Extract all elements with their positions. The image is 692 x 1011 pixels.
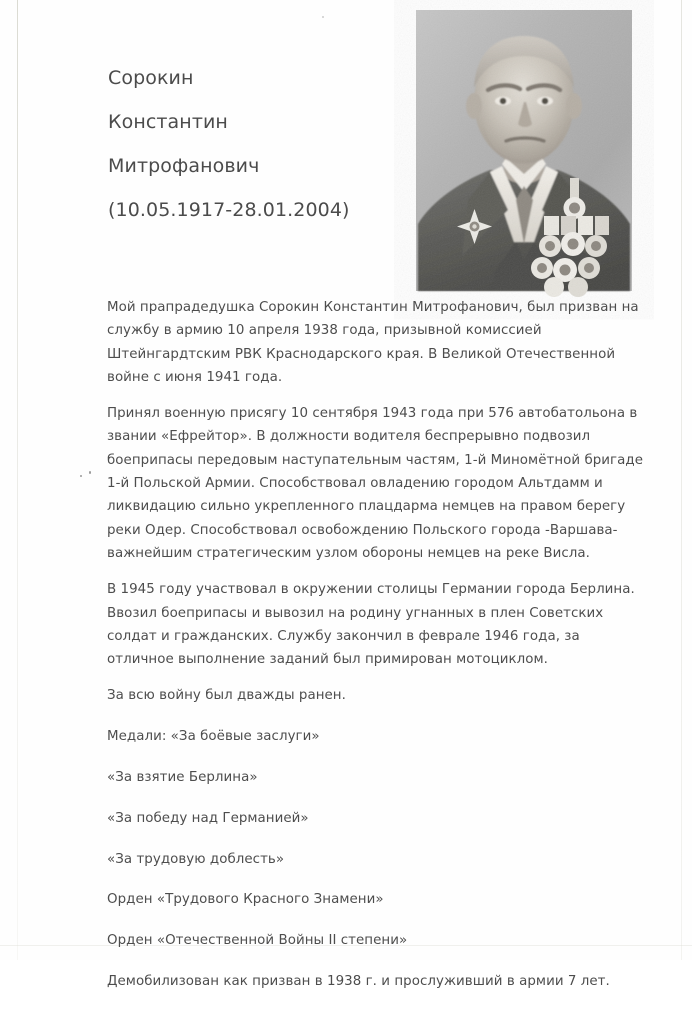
paragraph-berlin-and-discharge: В 1945 году участвовал в окружении столицы Германии города Берлина. Ввозил боеприпасы и вывозил на родину угнанных в плен Советских солдат и гражданских. Службу закончил в феврале 1946 года, за отличное выполнение заданий был примирован мотоциклом.	[107, 582, 635, 668]
portrait-photo-image	[416, 10, 632, 291]
entry-wounds: За всю войну был дважды ранен.	[107, 688, 346, 704]
title-given-name: Константин	[108, 111, 228, 133]
title-block	[108, 56, 408, 232]
scan-speck	[80, 475, 82, 477]
scan-edge-left	[17, 0, 18, 960]
entry-order-patriotic-war: Орден «Отечественной Войны II степени»	[107, 933, 408, 949]
entry-medal-valor: Медали: «За боёвые заслуги»	[107, 729, 320, 745]
title-lifespan: (10.05.1917-28.01.2004)	[108, 199, 350, 221]
paragraph-service-call-up: Мой прапрадедушка Сорокин Константин Митрофанович, был призван на службу в армию 10 апреля 1938 года, призывной комиссией Штейнгардтским РВК Краснодарского края. В Великой Отечественной войне с июня 1941 года.	[107, 300, 639, 385]
scan-speck	[89, 471, 91, 474]
entry-demobilization: Демобилизован как призван в 1938 г. и прослуживший в армии 7 лет.	[107, 974, 610, 990]
portrait-photo	[416, 10, 632, 291]
title-surname: Сорокин	[108, 67, 194, 89]
entry-order-red-banner-of-labour: Орден «Трудового Красного Знамени»	[107, 892, 384, 908]
body-text	[107, 296, 647, 1011]
scan-speck	[322, 16, 324, 18]
title-patronymic: Митрофанович	[108, 155, 260, 177]
entry-medal-labour: «За трудовую доблесть»	[107, 851, 285, 867]
scan-edge-right	[681, 0, 682, 960]
entry-medal-germany: «За победу над Германией»	[107, 810, 309, 826]
entry-medal-berlin: «За взятие Берлина»	[107, 770, 258, 786]
paragraph-wartime-service: Принял военную присягу 10 сентября 1943 года при 576 автобатольона в звании «Ефрейтор». В должности водителя беспрерывно подвозил боеприпасы передовым наступательным частям, 1-й Миномётной бригаде 1-й Польской Армии. Способствовал овладению городом Альтдамм и ликвидацию сильно укрепленного плацдарма немцев на правом берегу реки Одер. Способствовал освобождению Польского города -Варшава- важнейшим стратегическим узлом обороны немцев на реке Висла.	[107, 406, 643, 561]
